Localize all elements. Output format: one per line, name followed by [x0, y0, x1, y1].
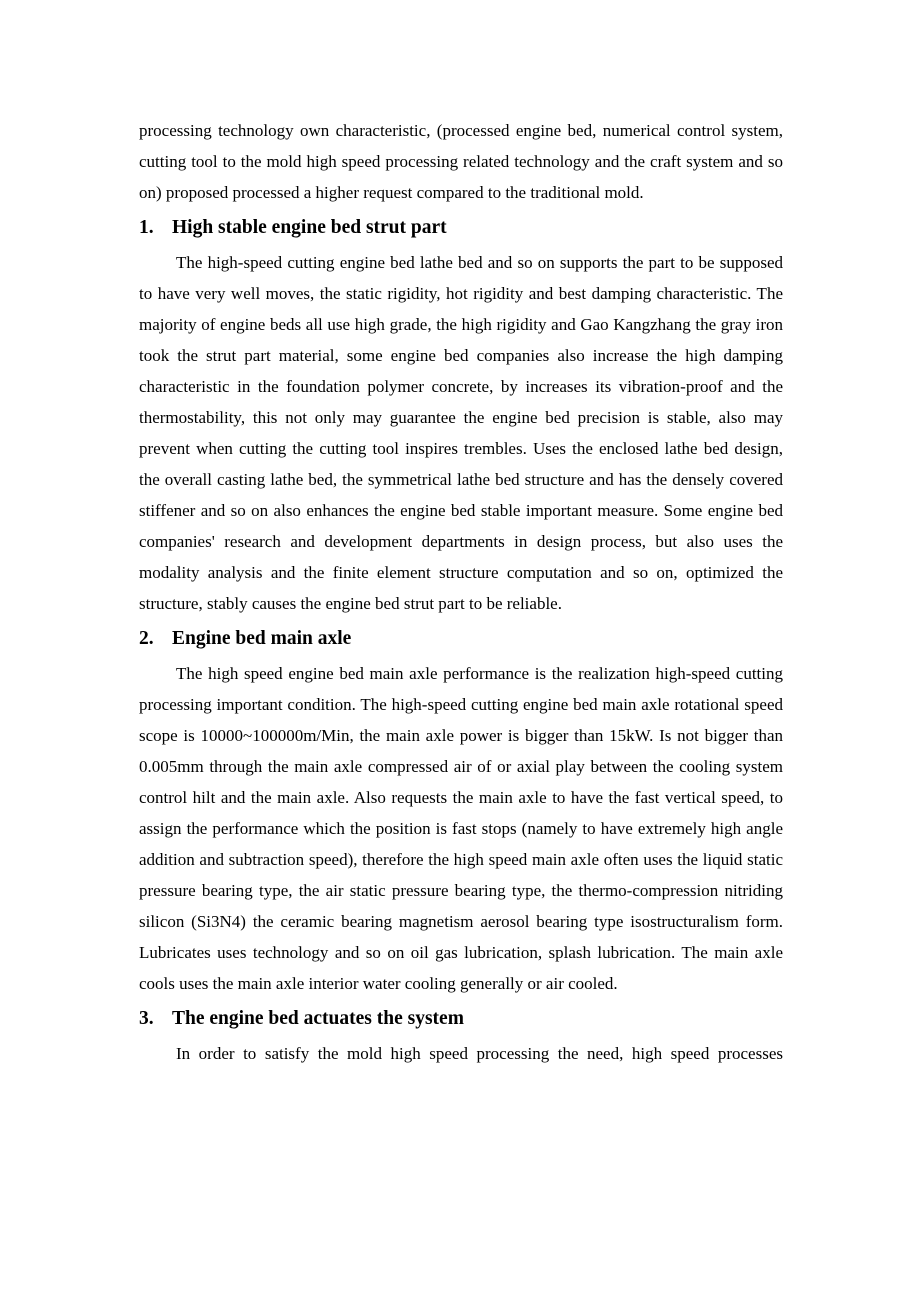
section-heading-2 [139, 625, 783, 653]
section-title-2: Engine bed main axle [172, 628, 352, 649]
section-body-3: In order to satisfy the mold high speed processing the need, high speed processes [176, 1044, 783, 1063]
section-heading-3 [139, 1005, 783, 1033]
section-heading-1 [139, 214, 783, 242]
section-body-2: The high speed engine bed main axle performance is the realization high-speed cutting processing important condition. The high-speed cutting engine bed main axle rotational speed scope is 10000~100000m/Min, the main axle power is bigger than 15kW. Is not bigger than 0.005mm through the main axle compressed air of or axial play between the cooling system control hilt and the main axle. Also requests the main axle to have the fast vertical speed, to assign the performance which the position is fast stops (namely to have extremely high angle addition and subtraction speed), therefore the high speed main axle often uses the liquid static pressure bearing type, the air static pressure bearing type, the thermo-compression nitriding silicon (Si3N4) the ceramic bearing magnetism aerosol bearing type isostructuralism form. Lubricates uses technology and so on oil gas lubrication, splash lubrication. The main axle cools uses the main axle interior water cooling generally or air cooled. [139, 664, 783, 993]
document-body [139, 115, 783, 1069]
section-number-2: 2. [139, 628, 154, 649]
section-body-1: The high-speed cutting engine bed lathe bed and so on supports the part to be supposed to have very well moves, the static rigidity, hot rigidity and best damping characteristic. The majority of engine beds all use high grade, the high rigidity and Gao Kangzhang the gray iron took the strut part material, some engine bed companies also increase the high damping characteristic in the foundation polymer concrete, by increases its vibration-proof and the thermostability, this not only may guarantee the engine bed precision is stable, also may prevent when cutting the cutting tool inspires trembles. Uses the enclosed lathe bed design, the overall casting lathe bed, the symmetrical lathe bed structure and has the densely covered stiffener and so on also enhances the engine bed stable important measure. Some engine bed companies' research and development departments in design process, but also uses the modality analysis and the finite element structure computation and so on, optimized the structure, stably causes the engine bed strut part to be reliable. [139, 253, 783, 613]
section-title-1: High stable engine bed strut part [172, 217, 447, 238]
intro-paragraph: processing technology own characteristic, (processed engine bed, numerical control system, cutting tool to the mold high speed processing related technology and the craft system and so on) proposed processed a higher request compared to the traditional mold. [139, 121, 783, 202]
section-title-3: The engine bed actuates the system [172, 1008, 464, 1029]
section-number-1: 1. [139, 217, 154, 238]
section-number-3: 3. [139, 1008, 154, 1029]
